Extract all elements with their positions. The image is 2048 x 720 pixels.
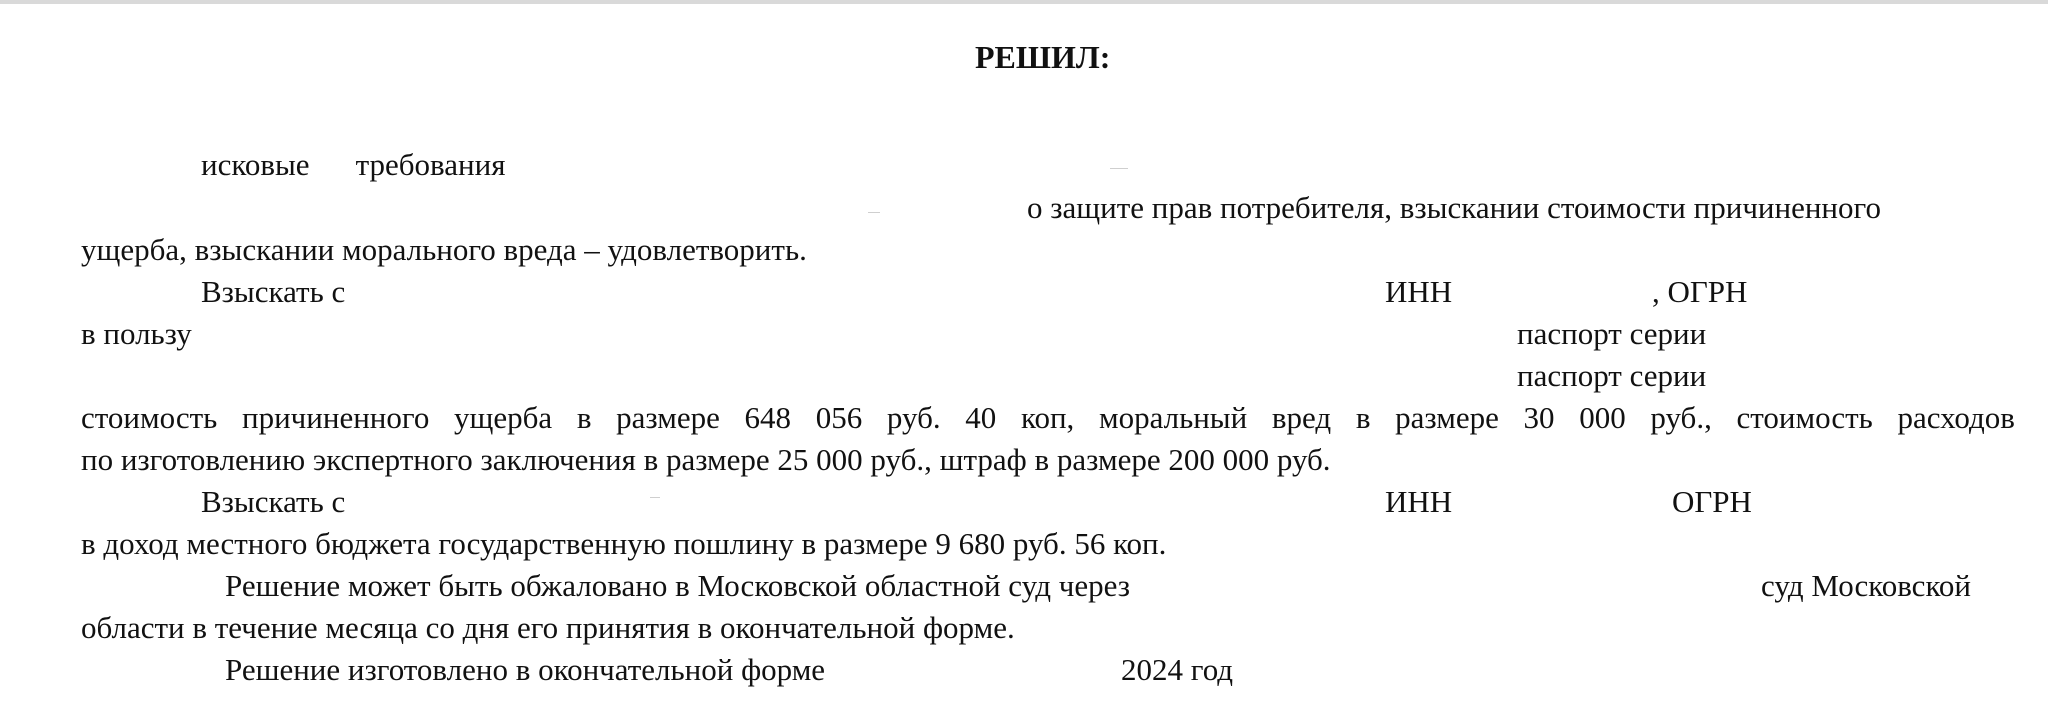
word: руб. xyxy=(886,400,941,435)
paragraph-recover-1-start: Взыскать с xyxy=(201,274,346,309)
appeal-line-1-start: Решение может быть обжаловано в Московской областной суд через xyxy=(225,568,1130,603)
paragraph-claims-line-2: о защите прав потребителя, взыскании стоимости причиненного xyxy=(1027,190,1881,225)
amounts-line-1 xyxy=(81,399,2015,437)
word: моральный xyxy=(1098,400,1248,435)
redaction-remnant xyxy=(1110,168,1128,169)
paragraph-recover-2-start: Взыскать с xyxy=(201,484,346,519)
paragraph-claims-line-3: ущерба, взыскании морального вреда – удовлетворить. xyxy=(81,232,807,267)
word: 000 xyxy=(1579,400,1626,435)
ogrn-label-2: ОГРН xyxy=(1672,484,1752,519)
appeal-line-1-end: суд Московской xyxy=(1761,568,1972,603)
word: размере xyxy=(1395,400,1499,435)
word: ущерба xyxy=(454,400,553,435)
final-form-text: Решение изготовлено в окончательной форме xyxy=(225,652,826,687)
word: расходов xyxy=(1897,400,2015,435)
redaction-remnant xyxy=(868,212,880,213)
text-fragment: требования xyxy=(355,147,506,182)
final-form-year: 2024 год xyxy=(1121,652,1234,687)
in-favor-of-text: в пользу xyxy=(81,316,192,351)
paragraph-claims-line-1 xyxy=(201,146,505,184)
ogrn-label-1: , ОГРН xyxy=(1652,274,1748,309)
word: 30 xyxy=(1523,400,1555,435)
appeal-line-2: области в течение месяца со дня его принятия в окончательной форме. xyxy=(81,610,1015,645)
word: коп, xyxy=(1020,400,1075,435)
redaction-remnant xyxy=(650,497,660,498)
text-fragment: исковые xyxy=(201,147,310,182)
word: вред xyxy=(1271,400,1332,435)
word: стоимость xyxy=(81,400,218,435)
passport-label-2: паспорт серии xyxy=(1517,358,1707,393)
passport-label-1: паспорт серии xyxy=(1517,316,1707,351)
word: руб., xyxy=(1650,400,1712,435)
word: причиненного xyxy=(242,400,430,435)
inn-label-1: ИНН xyxy=(1385,274,1453,309)
inn-label-2: ИНН xyxy=(1385,484,1453,519)
word: размере xyxy=(616,400,720,435)
word: стоимость xyxy=(1736,400,1873,435)
word: в xyxy=(1355,400,1371,435)
state-fee-line: в доход местного бюджета государственную пошлину в размере 9 680 руб. 56 коп. xyxy=(81,526,1167,561)
word: 40 xyxy=(965,400,997,435)
word: в xyxy=(576,400,592,435)
word: 056 xyxy=(815,400,863,435)
word: 648 xyxy=(744,400,792,435)
amounts-line-2: по изготовлению экспертного заключения в размере 25 000 руб., штраф в размере 200 000 руб. xyxy=(81,442,1331,477)
decision-heading: РЕШИЛ: xyxy=(975,39,1111,75)
